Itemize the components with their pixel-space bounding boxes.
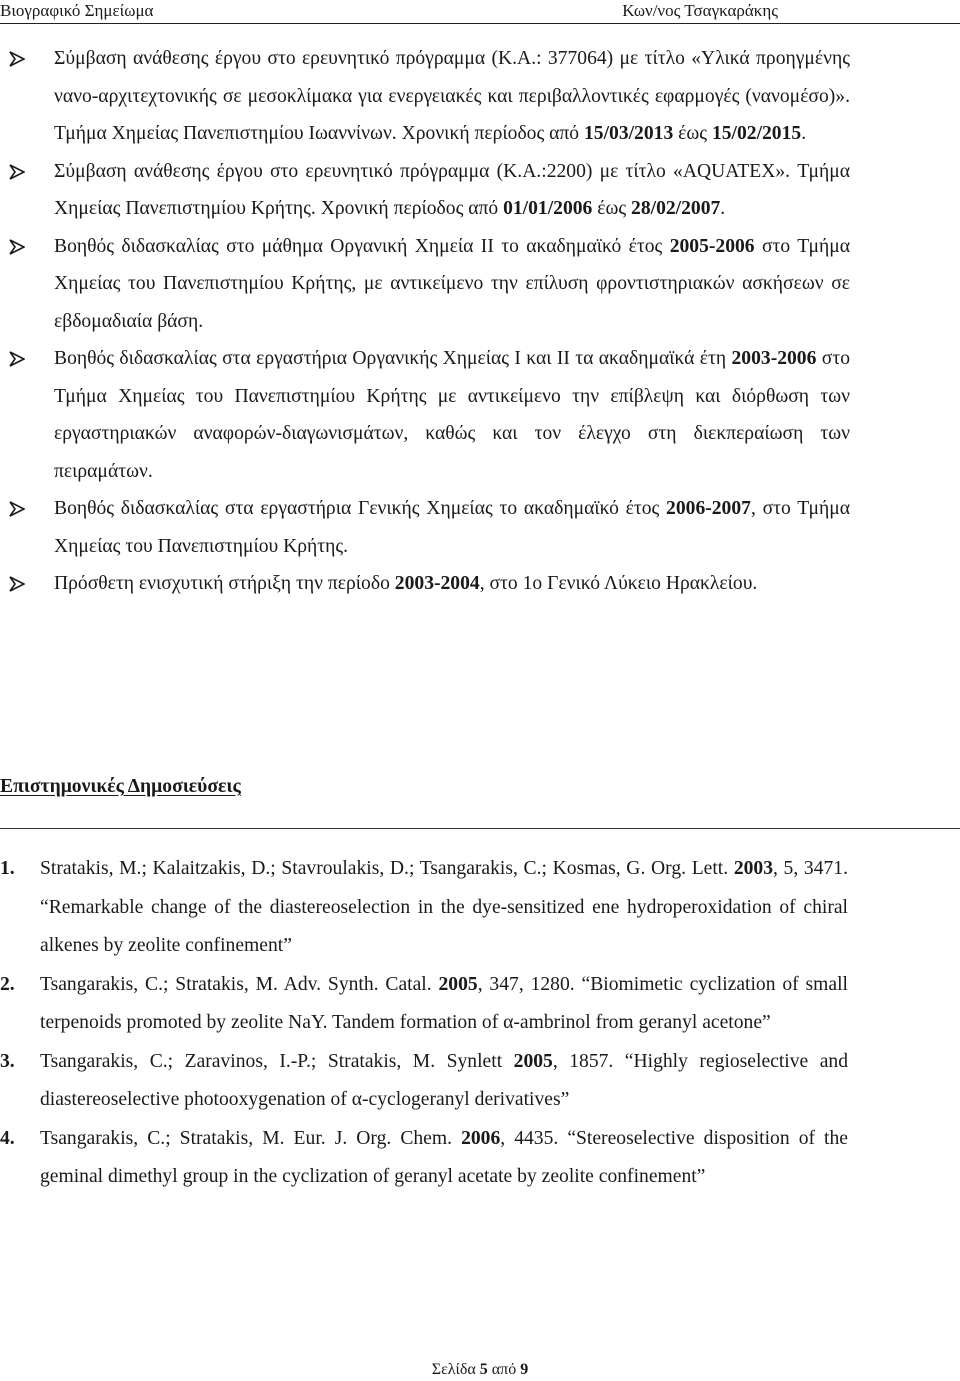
text-run: Σύμβαση ανάθεσης έργου στο ερευνητικό πρόγραμμα (Κ.Α.: 377064) με τίτλο «Υλικά προηγμένης νανο-αρχιτεχτονικής σε μεσοκλίμακα για ενεργειακές και περιβαλλοντικές εφαρμογές (νανομέσο)». Τμήμα Χημείας Πανεπιστημίου Ιωαννίνων. Χρονική περίοδος από — [54, 48, 850, 144]
text-run: στο Τμήμα Χημείας του Πανεπιστημίου Κρήτης, με αντικείμενο την επίλυση φροντιστηριακών ασκήσεων σε εβδομαδιαία βάση. — [54, 235, 850, 332]
arrowhead-bullet-icon — [9, 501, 25, 517]
text-run: , στο 1ο Γενικό Λύκειο Ηρακλείου. — [479, 573, 758, 594]
footer-page-number: 5 — [479, 1361, 488, 1378]
bold-text-run: 2006 — [461, 1127, 501, 1149]
arrowhead-bullet-icon — [9, 576, 25, 592]
header-document-title: Βιογραφικό Σημείωμα — [0, 1, 154, 20]
publication-item — [0, 1043, 848, 1120]
text-run: Tsangarakis, C.; Stratakis, M. Adv. Synth. Catal. — [40, 973, 439, 995]
arrowhead-bullet-icon — [9, 164, 25, 180]
page-footer — [0, 1361, 960, 1379]
publication-list — [0, 850, 960, 1197]
text-run: Tsangarakis, C.; Stratakis, M. Eur. J. Org. Chem. — [40, 1127, 462, 1149]
publication-item — [0, 966, 848, 1043]
text-run: έως — [592, 198, 632, 219]
text-run: Βοηθός διδασκαλίας στο μάθημα Οργανική Χημεία ΙΙ το ακαδημαϊκό έτος — [54, 235, 670, 257]
text-run: Tsangarakis, C.; Zaravinos, I.-P.; Stratakis, M. Synlett — [40, 1050, 514, 1072]
arrowhead-bullet-icon — [9, 51, 25, 67]
text-run: , 4435. “Stereoselective disposition of the geminal dimethyl group in the cyclization of geranyl acetate by zeolite confinement” — [40, 1127, 848, 1187]
footer-page-total: 9 — [520, 1361, 529, 1378]
bold-text-run: 15/02/2015 — [711, 123, 802, 144]
text-run: , 1857. “Highly regioselective and diastereoselective photooxygenation of α-cyclogeranyl derivatives” — [40, 1050, 849, 1110]
bullet-item — [0, 153, 850, 228]
bold-text-run: 01/01/2006 — [503, 198, 593, 219]
bold-text-run: 28/02/2007 — [631, 198, 721, 219]
text-run: . — [801, 123, 807, 144]
bold-text-run: 2005 — [438, 973, 478, 995]
publication-item — [0, 850, 848, 966]
bullet-item — [0, 40, 850, 153]
text-run: Βοηθός διδασκαλίας στα εργαστήρια Γενικής Χημείας το ακαδημαϊκό έτος — [54, 498, 667, 519]
bold-text-run: 2003-2004 — [394, 573, 480, 594]
bold-text-run: 2005 — [513, 1050, 553, 1072]
text-run: στο Τμήμα Χημείας του Πανεπιστημίου Κρήτης με αντικείμενο την επίβλεψη και διόρθωση των εργαστηριακών αναφορών-διαγωνισμάτων, καθώς και τον έλεγχο στη διεκπεραίωση των πειραμάτων. — [54, 348, 850, 482]
bullet-item — [0, 340, 850, 490]
section-divider — [0, 828, 960, 829]
bold-text-run: 2003 — [733, 858, 773, 879]
bold-text-run: 2005-2006 — [669, 235, 755, 257]
text-run: , στο Τμήμα Χημείας του Πανεπιστημίου Κρήτης. — [54, 498, 850, 557]
page-header — [0, 0, 960, 22]
footer-middle: από — [487, 1361, 521, 1378]
experience-bullet-list — [0, 40, 960, 603]
text-run: Βοηθός διδασκαλίας στα εργαστήρια Οργανικής Χημείας Ι και ΙΙ τα ακαδημαϊκά έτη — [54, 348, 732, 369]
text-run: έως — [673, 123, 712, 144]
text-run: . — [720, 198, 726, 219]
arrowhead-bullet-icon — [9, 351, 25, 367]
bold-text-run: 15/03/2013 — [583, 123, 674, 144]
publication-number: 1. — [0, 858, 15, 879]
footer-prefix: Σελίδα — [431, 1361, 480, 1378]
publication-number: 3. — [0, 1050, 15, 1072]
section-title-publications: Επιστημονικές Δημοσιεύσεις — [0, 776, 241, 797]
text-run: Πρόσθετη ενισχυτική στήριξη την περίοδο — [54, 573, 395, 594]
bold-text-run: 2003-2006 — [731, 348, 817, 369]
text-run: , 5, 3471. “Remarkable change of the diastereoselection in the dye-sensitized ene hydroperoxidation of chiral alkenes by zeolite confinement” — [40, 858, 848, 956]
text-run: Σύμβαση ανάθεσης έργου στο ερευνητικό πρόγραμμα (Κ.Α.:2200) με τίτλο «AQUATEX». Τμήμα Χημείας Πανεπιστημίου Κρήτης. Χρονική περίοδος από — [54, 160, 850, 219]
publication-item — [0, 1120, 848, 1197]
header-divider — [0, 23, 960, 24]
text-run: Stratakis, M.; Kalaitzakis, D.; Stavroulakis, D.; Tsangarakis, C.; Kosmas, G. Org. Lett. — [40, 858, 734, 879]
publication-number: 2. — [0, 973, 15, 995]
publication-number: 4. — [0, 1127, 15, 1149]
header-author-name: Κων/νος Τσαγκαράκης — [622, 1, 778, 20]
bullet-item — [0, 490, 850, 565]
bullet-item — [0, 228, 850, 341]
arrowhead-bullet-icon — [9, 239, 25, 255]
bullet-item — [0, 565, 850, 603]
bold-text-run: 2006-2007 — [666, 498, 751, 519]
text-run: , 347, 1280. “Biomimetic cyclization of small terpenoids promoted by zeolite NaY. Tandem formation of α-ambrinol from geranyl acetone” — [40, 973, 848, 1033]
